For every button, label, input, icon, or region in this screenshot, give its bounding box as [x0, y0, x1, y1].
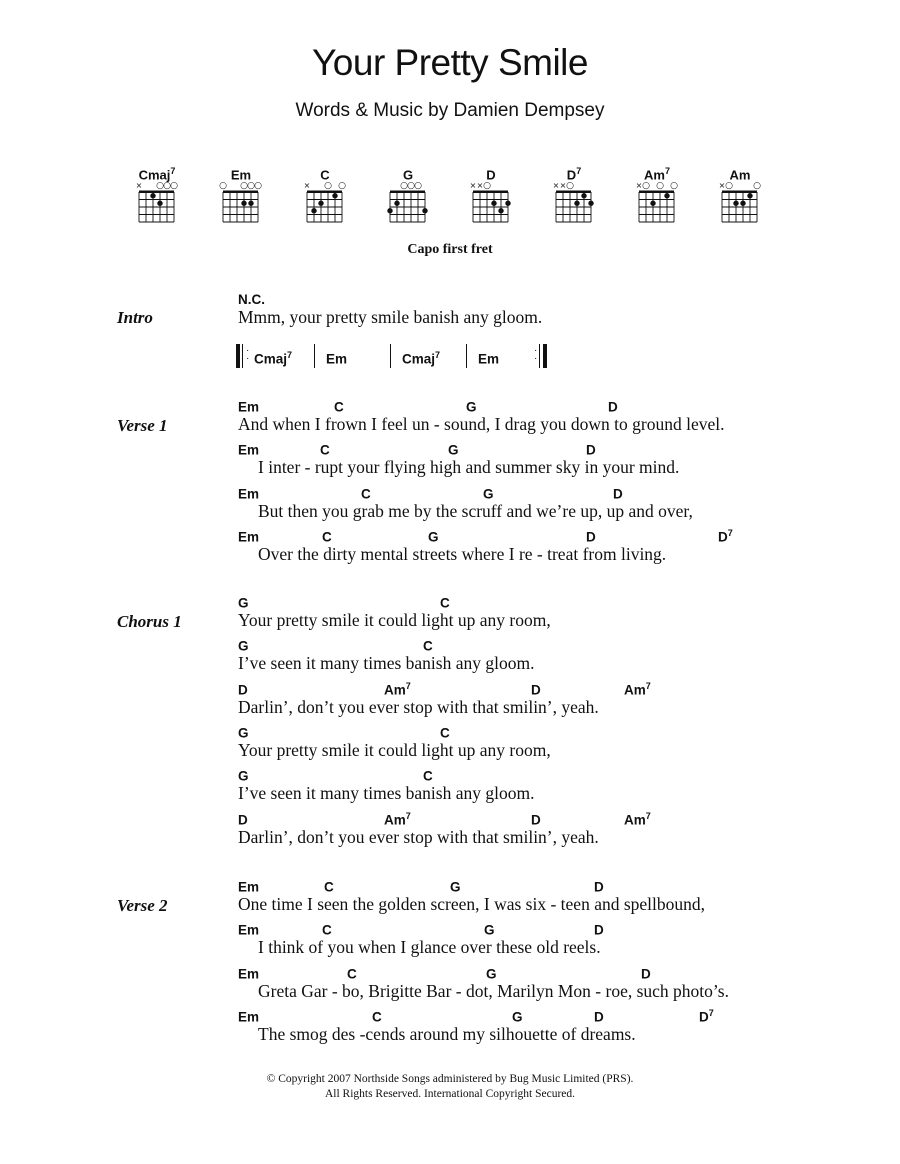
bar-chord: Cmaj$^7$ — [402, 350, 441, 367]
lyric-line: Your pretty smile it could light up any room, — [238, 610, 551, 630]
chord-diagram — [630, 166, 684, 236]
chord-symbol: G — [484, 922, 495, 938]
chord-diagram — [298, 166, 352, 236]
fretboard-grid — [214, 180, 268, 226]
lyric-line: Your pretty smile it could light up any room, — [238, 739, 551, 760]
chord-symbol: G — [486, 966, 497, 982]
chord-line — [0, 681, 900, 697]
chord-line — [0, 965, 900, 981]
chord-line — [0, 1008, 900, 1024]
chord-symbol: Em — [238, 1009, 260, 1025]
chord-diagram-name: Em — [230, 167, 252, 183]
chord-symbol: Am$^7$ — [384, 680, 411, 698]
chord-diagram — [214, 166, 268, 236]
lyric-line: But then you grab me by the scruff and we’re up, up and over, — [258, 500, 693, 521]
svg-text:○: ○ — [247, 181, 255, 191]
bar-chord: Cmaj$^7$ — [254, 350, 293, 367]
svg-text:×: × — [135, 181, 143, 190]
chord-symbol: G — [238, 638, 249, 654]
chord-diagram — [381, 166, 435, 236]
chord-line — [0, 878, 900, 894]
chord-diagram — [464, 166, 518, 236]
chord-symbol: D — [238, 812, 248, 827]
svg-text:○: ○ — [170, 181, 178, 191]
svg-text:○: ○ — [725, 181, 733, 191]
chord-symbol: D — [608, 399, 618, 415]
chord-diagram-name: Am — [729, 167, 751, 183]
chord-diagram — [130, 166, 184, 236]
svg-text:○: ○ — [324, 181, 332, 191]
fretboard-grid — [381, 180, 435, 226]
song-credit: Words & Music by Damien Dempsey — [295, 100, 605, 121]
chord-symbol: Am$^7$ — [384, 810, 411, 827]
svg-text:○: ○ — [656, 181, 664, 191]
svg-text:×: × — [635, 181, 643, 190]
svg-text:○: ○ — [156, 181, 164, 191]
chord-symbol: $D^7$ — [718, 527, 733, 545]
svg-text:○: ○ — [400, 181, 408, 191]
lyric-line: Darlin’, don’t you ever stop with that smilin’, yeah. — [238, 826, 599, 847]
chord-symbol: G — [512, 1009, 523, 1025]
chord-diagram-name: G — [402, 167, 414, 183]
chord-symbol: C — [372, 1009, 382, 1025]
lyric-line: I’ve seen it many times banish any gloom. — [238, 653, 535, 674]
svg-text:×: × — [559, 181, 567, 190]
fretboard-grid — [130, 180, 184, 226]
fretboard-grid — [547, 180, 601, 226]
svg-text:×: × — [718, 181, 726, 190]
fretboard-grid — [464, 180, 518, 226]
chord-symbol: Em — [238, 442, 260, 458]
svg-text:○: ○ — [753, 181, 761, 191]
section-label: Verse 1 — [117, 416, 168, 435]
svg-text:○: ○ — [254, 181, 262, 191]
chord-symbol: G — [450, 879, 461, 895]
chord-diagram — [713, 166, 767, 236]
chord-symbol: Em — [238, 399, 260, 415]
lyric-line: I inter - rupt your flying high and summer sky in your mind. — [258, 457, 680, 478]
chord-symbol: Am$^7$ — [624, 680, 651, 698]
svg-text:○: ○ — [670, 181, 678, 191]
chord-symbol: C — [440, 595, 450, 611]
section-label: Verse 2 — [117, 896, 168, 915]
svg-text:○: ○ — [240, 181, 248, 191]
lyric-line: I’ve seen it many times banish any gloom. — [238, 783, 535, 804]
chord-symbol: Em — [238, 879, 260, 895]
chord-symbol: D — [586, 529, 596, 545]
chord-symbol: Am$^7$ — [624, 810, 651, 827]
chord-symbol: D — [594, 879, 604, 895]
section-label: Chorus 1 — [117, 612, 182, 631]
chord-symbol: C — [322, 529, 332, 545]
chord-line — [0, 724, 900, 740]
lyric-line: Mmm, your pretty smile banish any gloom. — [238, 307, 543, 327]
chord-diagram-name: $D^7$ — [566, 166, 582, 183]
chord-symbol: Em — [238, 486, 260, 502]
chord-line — [0, 811, 900, 827]
chord-symbol: $D^7$ — [699, 1007, 714, 1025]
chord-symbol: D — [238, 682, 248, 698]
svg-text:○: ○ — [219, 181, 227, 191]
bar-chord: Em — [478, 351, 500, 367]
chord-symbol: D — [613, 486, 623, 502]
chord-symbol: D — [531, 682, 541, 698]
lyric-line: The smog des -cends around my silhouette of dreams. — [258, 1023, 636, 1044]
chord-symbol: G — [448, 442, 459, 458]
section-label-intro: Intro — [117, 308, 153, 327]
lyric-line: Over the dirty mental streets where I re - treat from living. — [258, 543, 667, 564]
chord-line — [0, 528, 900, 544]
chord-diagram-row — [0, 166, 900, 236]
chord-diagram-name: C — [320, 167, 330, 183]
chord-symbol: C — [440, 725, 450, 741]
fretboard-grid — [298, 180, 352, 226]
chord-symbol: C — [322, 922, 332, 938]
chord-symbol: D — [641, 966, 651, 982]
nc-label: N.C. — [238, 292, 265, 307]
chord-symbol: C — [423, 638, 433, 654]
fretboard-grid — [713, 180, 767, 226]
chord-line — [0, 921, 900, 937]
chord-symbol: Em — [238, 966, 260, 982]
chord-symbol: C — [320, 442, 330, 458]
chord-symbol: G — [483, 486, 494, 502]
chord-diagram-name: Am$^7$ — [644, 166, 670, 183]
song-title: Your Pretty Smile — [312, 42, 588, 83]
chord-symbol: C — [423, 768, 433, 784]
chord-symbol: C — [324, 879, 334, 895]
chord-diagram — [547, 166, 601, 236]
chord-symbol: G — [238, 768, 249, 784]
chord-symbol: G — [238, 725, 249, 741]
svg-text:×: × — [469, 181, 477, 190]
svg-text:○: ○ — [483, 181, 491, 191]
chord-symbol: D — [594, 1009, 604, 1025]
lyric-line: And when I frown I feel un - sound, I drag you down to ground level. — [238, 414, 725, 434]
chord-symbol: Em — [238, 529, 260, 545]
copyright-line: All Rights Reserved. International Copyright Secured. — [324, 1088, 576, 1100]
svg-text:○: ○ — [414, 181, 422, 191]
chord-line — [0, 398, 900, 414]
lyric-line: I think of you when I glance over these old reels. — [258, 937, 601, 958]
chord-symbol: G — [238, 595, 249, 611]
svg-text:○: ○ — [566, 181, 574, 191]
bar-chord: Em — [326, 351, 348, 367]
chord-symbol: C — [334, 399, 344, 415]
chord-symbol: G — [428, 529, 439, 545]
lyric-line: Darlin’, don’t you ever stop with that smilin’, yeah. — [238, 696, 599, 717]
chord-line — [0, 767, 900, 783]
chord-diagram-name: D — [486, 167, 496, 183]
svg-text:○: ○ — [642, 181, 650, 191]
chord-diagram-name: Cmaj$^7$ — [138, 166, 176, 183]
lyric-line: One time I seen the golden screen, I was six - teen and spellbound, — [238, 894, 706, 914]
chord-symbol: D — [531, 812, 541, 827]
chord-line — [0, 485, 900, 501]
svg-text:×: × — [552, 181, 560, 190]
chord-symbol: D — [594, 922, 604, 938]
fretboard-grid — [630, 180, 684, 226]
chord-symbol: Em — [238, 922, 260, 938]
svg-text:○: ○ — [338, 181, 346, 191]
chord-line — [0, 594, 900, 610]
lyric-line: Greta Gar - bo, Brigitte Bar - dot, Marilyn Mon - roe, such photo’s. — [258, 980, 729, 1001]
chord-line — [0, 441, 900, 457]
intro-bar-sequence: · · Cmaj$^7$ Em Cmaj$^7$ Em · · — [236, 344, 556, 372]
svg-text:×: × — [476, 181, 484, 190]
svg-text:○: ○ — [407, 181, 415, 191]
chord-symbol: C — [347, 966, 357, 982]
chord-line — [0, 637, 900, 653]
svg-text:×: × — [303, 181, 311, 190]
copyright-line: © Copyright 2007 Northside Songs administered by Bug Music Limited (PRS). — [266, 1073, 634, 1085]
chord-symbol: G — [466, 399, 477, 415]
svg-text:○: ○ — [163, 181, 171, 191]
chord-symbol: C — [361, 486, 371, 502]
capo-note: Capo first fret — [407, 242, 493, 257]
chord-symbol: D — [586, 442, 596, 458]
